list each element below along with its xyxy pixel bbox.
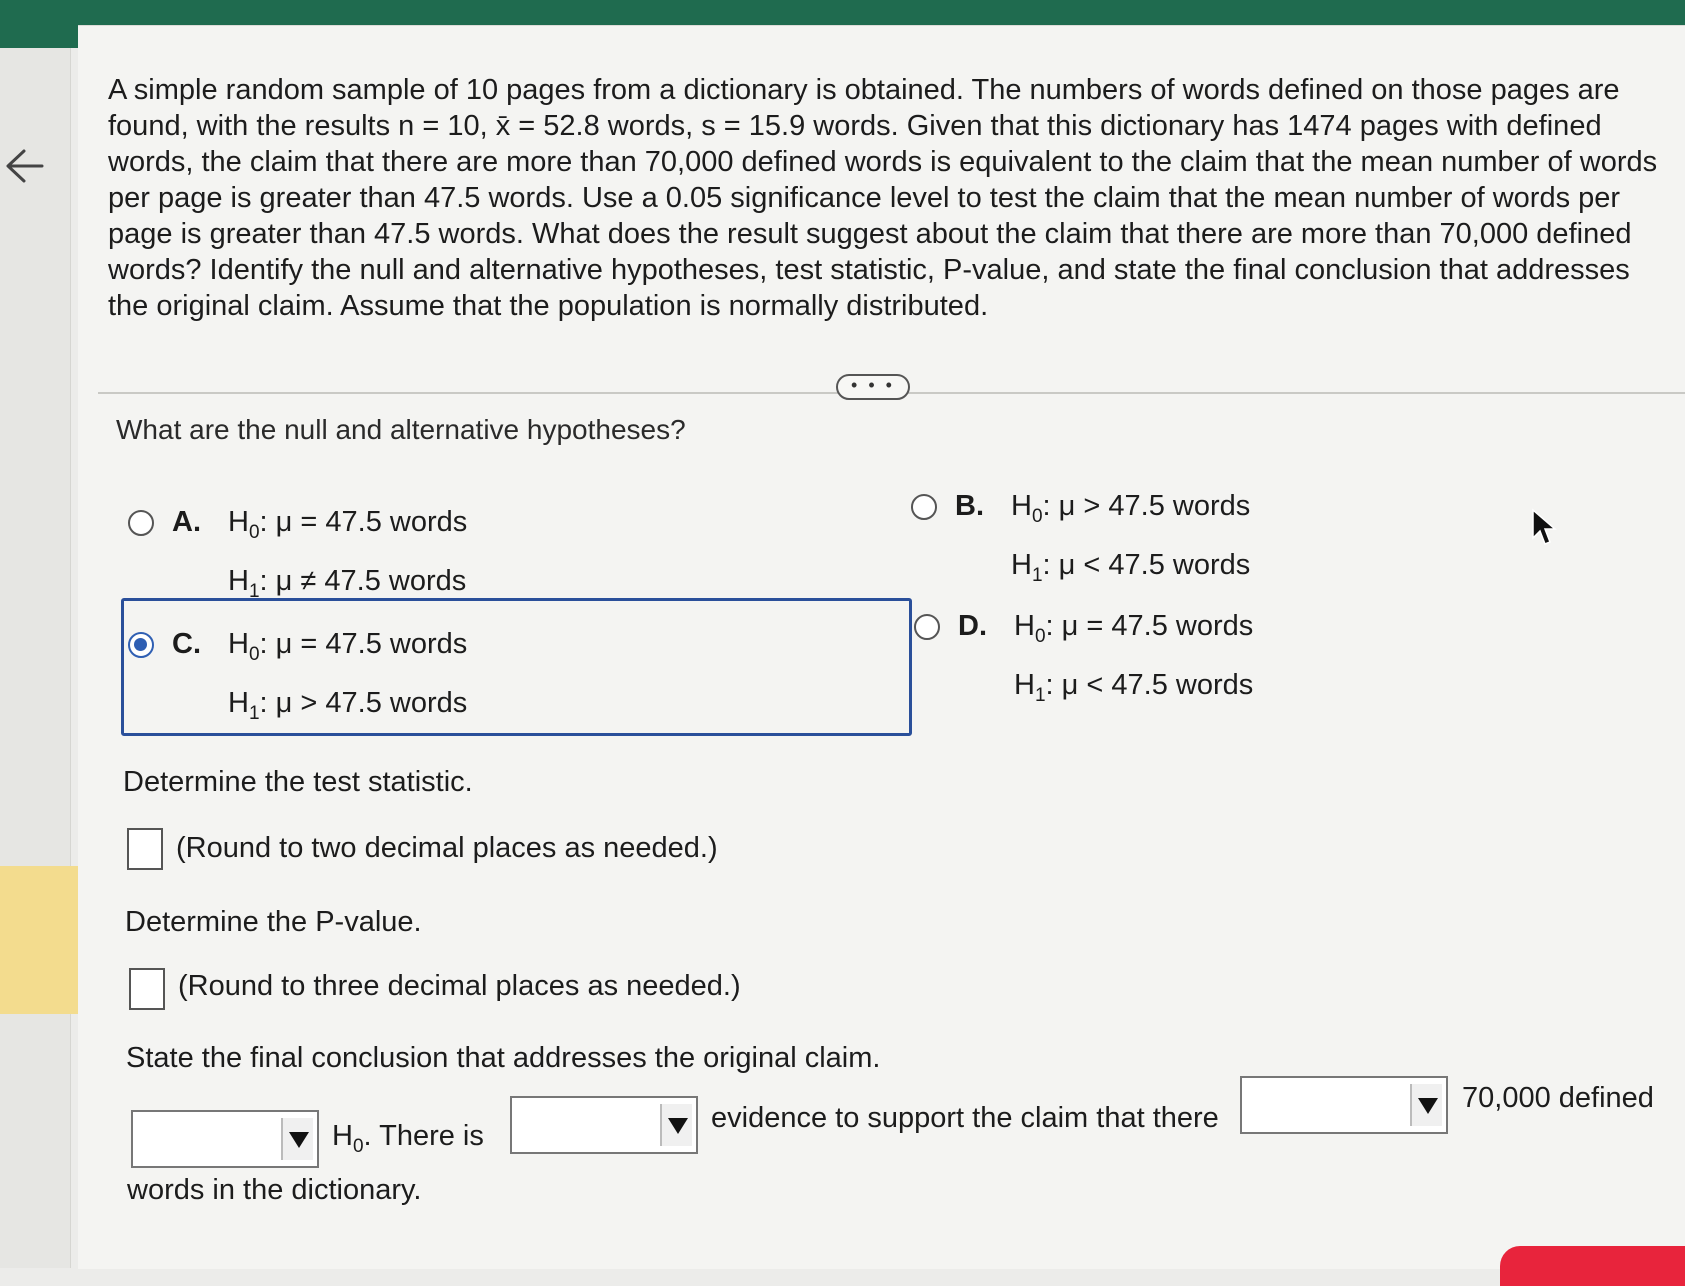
h0-line: $H_0$: μ = 47.5 words bbox=[1014, 610, 1254, 647]
h0-line: $H_0$: μ > 47.5 words bbox=[1011, 490, 1251, 527]
red-button[interactable] bbox=[1500, 1246, 1685, 1286]
option-letter: D. bbox=[958, 610, 987, 642]
dropdown-arrow-icon bbox=[660, 1104, 692, 1146]
dropdown-arrow-icon bbox=[1410, 1084, 1442, 1126]
h0-line: $H_0$: μ = 47.5 words bbox=[228, 506, 468, 543]
test-statistic-hint: (Round to two decimal places as needed.) bbox=[176, 832, 718, 864]
radio-button[interactable] bbox=[911, 494, 937, 520]
conclusion-last-text: words in the dictionary. bbox=[127, 1174, 422, 1206]
sidebar-highlight bbox=[0, 866, 84, 1014]
back-arrow-icon[interactable] bbox=[2, 146, 48, 186]
mouse-cursor-icon bbox=[1530, 508, 1558, 548]
hypotheses-prompt-cutoff: What are the null and alternative hypotheses? bbox=[116, 414, 686, 445]
conclusion-prompt: State the final conclusion that addresses the original claim. bbox=[126, 1042, 881, 1074]
h0-conclusion-text: $H_0$. There is bbox=[332, 1120, 484, 1157]
test-statistic-prompt: Determine the test statistic. bbox=[123, 766, 473, 798]
h0-line: $H_0$: μ = 47.5 words bbox=[228, 628, 468, 665]
sidebar bbox=[0, 48, 71, 1268]
h1-line: $H_1$: μ < 47.5 words bbox=[1014, 668, 1254, 706]
evidence-dropdown[interactable] bbox=[510, 1096, 698, 1154]
option-letter: C. bbox=[172, 628, 201, 660]
p-value-input[interactable] bbox=[129, 968, 165, 1010]
conclusion-mid-text: evidence to support the claim that there bbox=[711, 1102, 1219, 1134]
option-letter: A. bbox=[172, 506, 201, 538]
more-button[interactable]: • • • bbox=[836, 374, 910, 400]
reject-dropdown[interactable] bbox=[131, 1110, 319, 1168]
h1-line: $H_1$: μ < 47.5 words bbox=[1011, 548, 1251, 586]
h1-line: $H_1$: μ ≠ 47.5 words bbox=[228, 564, 467, 602]
comparison-dropdown[interactable] bbox=[1240, 1076, 1448, 1134]
p-value-hint: (Round to three decimal places as needed.) bbox=[178, 970, 741, 1002]
conclusion-end-text: 70,000 defined bbox=[1462, 1082, 1654, 1114]
dropdown-arrow-icon bbox=[281, 1118, 313, 1160]
test-statistic-input[interactable] bbox=[127, 828, 163, 870]
radio-button-selected[interactable] bbox=[128, 632, 154, 658]
h1-line: $H_1$: μ > 47.5 words bbox=[228, 686, 468, 724]
p-value-prompt: Determine the P-value. bbox=[125, 906, 422, 938]
option-letter: B. bbox=[955, 490, 984, 522]
question-text: A simple random sample of 10 pages from a dictionary is obtained. The numbers of words defined on those pages are found, with the results n = 10, x̄ = 52.8 words, s = 15.9 words. Given that this dictionary has 1474 pages with defined words, the claim that there are more than 70,000 defined words is equivalent to the claim that the mean number of words per page is greater than 47.5 words. Use a 0.05 significance level to test the claim that the mean number of words per page is greater than 47.5 words. What does the result suggest about the claim that there are more than 70,000 defined words? Identify the null and alternative hypotheses, test statistic, P-value, and state the final conclusion that addresses the original claim. Assume that the population is normally distributed. bbox=[108, 74, 1658, 322]
radio-button[interactable] bbox=[128, 510, 154, 536]
radio-button[interactable] bbox=[914, 614, 940, 640]
